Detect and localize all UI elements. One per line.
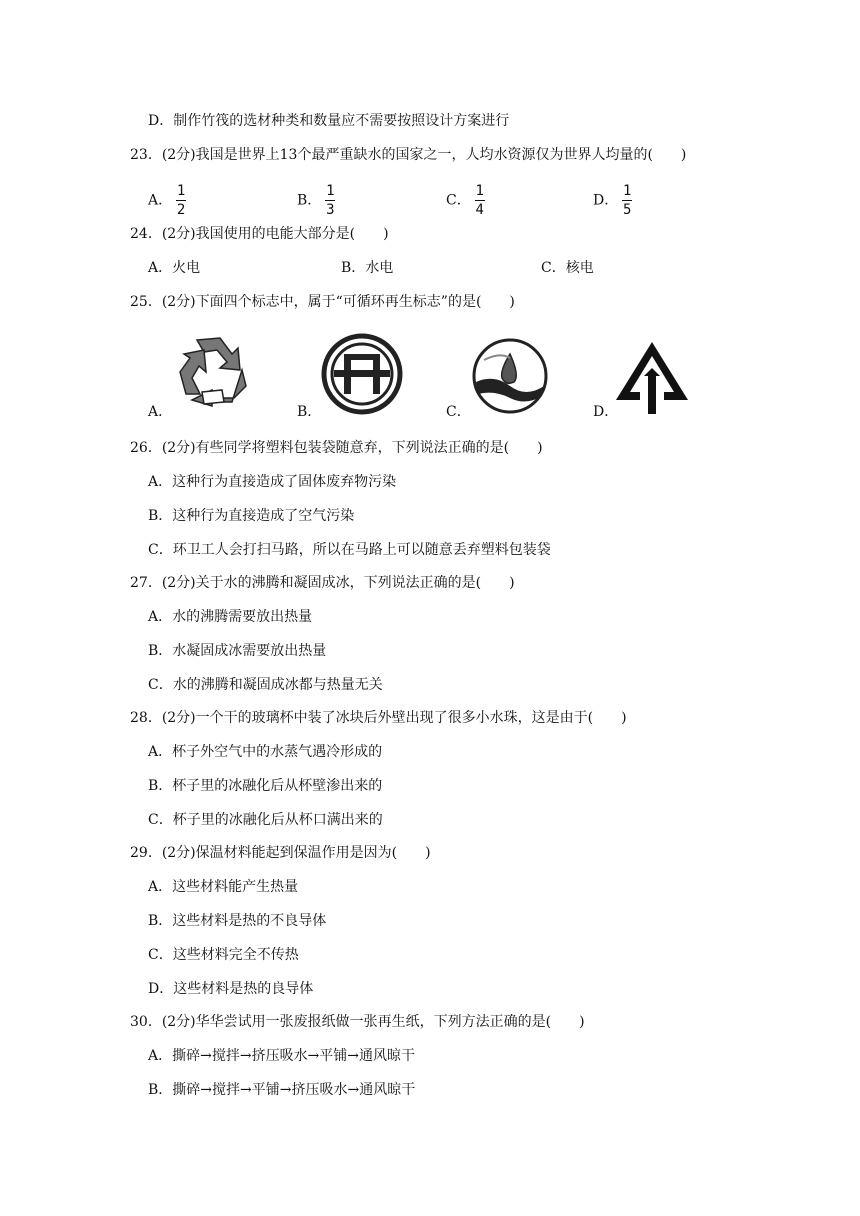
q24-option-b: B．水电 [341, 260, 394, 276]
q29-stem: 29．(2分)保温材料能起到保温作用是因为( ) [130, 845, 431, 861]
q23-option-b-letter: B． [297, 192, 322, 209]
q29-option-d: D．这些材料是热的良导体 [148, 981, 314, 997]
fraction [325, 184, 335, 217]
q28-stem: 28．(2分)一个干的玻璃杯中装了冰块后外壁出现了很多小水珠，这是由于( ) [130, 710, 627, 726]
recycle-arrows-logo [172, 332, 252, 412]
q23-option-c [446, 184, 485, 217]
q22-option-d: D．制作竹筏的选材种类和数量应不需要按照设计方案进行 [148, 113, 510, 129]
q30-option-b: B．撕碎→搅拌→平铺→挤压吸水→通风晾干 [148, 1082, 416, 1098]
q29-option-b: B．这些材料是热的不良导体 [148, 913, 327, 929]
q23-option-c-letter: C． [446, 192, 471, 209]
q26-option-a: A．这种行为直接造成了固体废弃物污染 [148, 474, 397, 490]
fraction [622, 184, 632, 217]
q27-option-a: A．水的沸腾需要放出热量 [148, 609, 313, 625]
fraction [176, 184, 186, 217]
q30-stem: 30．(2分)华华尝试用一张废报纸做一张再生纸，下列方法正确的是( ) [130, 1014, 585, 1030]
q27-option-c: C．水的沸腾和凝固成冰都与热量无关 [148, 677, 383, 693]
numerator: 1 [475, 183, 484, 199]
denominator: 3 [326, 202, 335, 218]
q23-option-d [593, 184, 632, 217]
numerator: 1 [176, 183, 186, 199]
water-saving-logo [470, 336, 550, 416]
q28-option-a: A．杯子外空气中的水蒸气遇冷形成的 [148, 744, 383, 760]
q26-option-c: C．环卫工人会打扫马路，所以在马路上可以随意丢弃塑料包装袋 [148, 542, 551, 558]
denominator: 5 [623, 202, 632, 218]
q23-option-a [148, 184, 186, 217]
q24-option-c: C．核电 [541, 260, 594, 276]
q30-option-a: A．撕碎→搅拌→挤压吸水→平铺→通风晾干 [148, 1048, 416, 1064]
numerator: 1 [623, 183, 632, 199]
energy-saving-logo [320, 332, 404, 416]
q23-option-a-letter: A． [148, 192, 173, 209]
q28-option-c: C．杯子里的冰融化后从杯口满出来的 [148, 812, 383, 828]
q29-option-c: C．这些材料完全不传热 [148, 947, 299, 963]
q24-option-a: A．火电 [148, 260, 201, 276]
q25-option-a: A． [148, 404, 173, 420]
q25-option-d: D． [593, 404, 619, 420]
q23-option-b [297, 184, 335, 217]
q24-stem: 24．(2分)我国使用的电能大部分是( ) [130, 226, 389, 242]
q25-option-c: C． [446, 404, 471, 420]
q26-stem: 26．(2分)有些同学将塑料包装袋随意弃，下列说法正确的是( ) [130, 440, 543, 456]
q27-stem: 27．(2分)关于水的沸腾和凝固成冰，下列说法正确的是( ) [130, 575, 515, 591]
fraction [475, 184, 485, 217]
recyclable-triangle-logo [614, 340, 690, 418]
q25-stem: 25．(2分)下面四个标志中，属于“可循环再生标志”的是( ) [130, 294, 515, 310]
denominator: 2 [176, 202, 186, 218]
q23-stem: 23．(2分)我国是世界上13个最严重缺水的国家之一，人均水资源仅为世界人均量的( ) [130, 147, 687, 163]
q27-option-b: B．水凝固成冰需要放出热量 [148, 643, 327, 659]
numerator: 1 [326, 183, 335, 199]
q26-option-b: B．这种行为直接造成了空气污染 [148, 508, 355, 524]
q23-option-d-letter: D． [593, 192, 619, 209]
denominator: 4 [475, 202, 484, 218]
q28-option-b: B．杯子里的冰融化后从杯壁渗出来的 [148, 778, 383, 794]
q25-option-b: B． [297, 404, 322, 420]
q29-option-a: A．这些材料能产生热量 [148, 879, 299, 895]
